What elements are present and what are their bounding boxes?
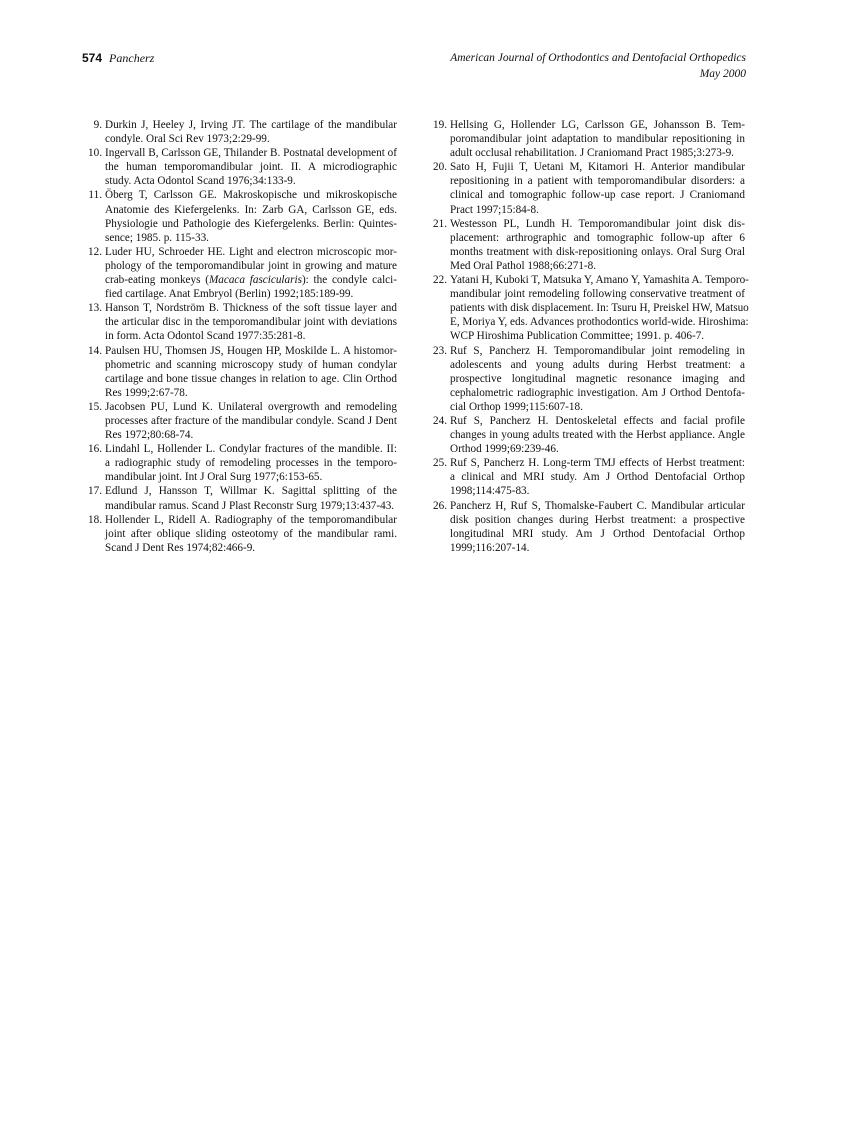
reference-item bbox=[431, 499, 745, 555]
running-header-left bbox=[82, 51, 154, 66]
reference-line: Pancherz H, Ruf S, Thomalske-Faubert C. Mandibular articular bbox=[450, 499, 745, 512]
reference-item bbox=[431, 217, 745, 273]
reference-line: poromandibular joint adaptation to mandibular repositioning in bbox=[450, 133, 745, 146]
reference-line: Res 1972;80:68-74. bbox=[105, 429, 194, 442]
reference-line: clinical and tomographic follow-up case report. J Craniomand bbox=[450, 189, 745, 202]
reference-line: prospective longitudinal magnetic resonance imaging and bbox=[450, 372, 745, 385]
reference-line: Pract 1997;15:84-8. bbox=[450, 203, 539, 216]
reference-number: 10. bbox=[88, 147, 102, 160]
reference-line: Anatomie des Kiefergelenks. In: Zarb GA, Carlsson GE, eds. bbox=[105, 203, 397, 216]
reference-line: Ruf S, Pancherz H. Long-term TMJ effects of Herbst treatment: bbox=[450, 457, 745, 470]
reference-number: 17. bbox=[88, 485, 102, 498]
reference-item bbox=[86, 400, 397, 442]
reference-item bbox=[86, 301, 397, 343]
reference-line: Ruf S, Pancherz H. Temporomandibular joint remodeling in bbox=[450, 344, 745, 357]
reference-line: Sato H, Fujii T, Uetani M, Kitamori H. Anterior mandibular bbox=[450, 161, 745, 174]
reference-line: Yatani H, Kuboki T, Matsuka Y, Amano Y, Yamashita A. Temporo- bbox=[450, 274, 749, 287]
reference-number: 12. bbox=[88, 245, 102, 258]
reference-line: Edlund J, Hansson T, Willmar K. Sagittal splitting of the bbox=[105, 485, 397, 498]
reference-number: 26. bbox=[433, 499, 447, 512]
reference-number: 15. bbox=[88, 400, 102, 413]
reference-item bbox=[86, 118, 397, 146]
reference-line: Ingervall B, Carlsson GE, Thilander B. Postnatal development of bbox=[105, 147, 397, 160]
journal-title: American Journal of Orthodontics and Dentofacial Orthopedics bbox=[450, 52, 746, 64]
reference-number: 23. bbox=[433, 344, 447, 357]
reference-number: 16. bbox=[88, 443, 102, 456]
reference-line: Lindahl L, Hollender L. Condylar fractures of the mandible. II: bbox=[105, 443, 397, 456]
reference-line: changes in young adults treated with the Herbst appliance. Angle bbox=[450, 429, 745, 442]
reference-line: Med Oral Pathol 1988;66:271-8. bbox=[450, 259, 597, 272]
reference-item bbox=[86, 513, 397, 555]
reference-line: cartilage and bone tissue changes in relation to age. Clin Orthod bbox=[105, 372, 397, 385]
reference-line: a radiographic study of remodeling processes in the temporo- bbox=[105, 457, 397, 470]
reference-item bbox=[86, 344, 397, 400]
reference-line: repositioning in a patient with temporomandibular disorders: a bbox=[450, 175, 745, 188]
reference-line: mandibular joint. Int J Oral Surg 1977;6:153-65. bbox=[105, 471, 323, 484]
reference-line: Hellsing G, Hollender LG, Carlsson GE, Johansson B. Tem- bbox=[450, 119, 745, 131]
reference-line: patients with disk displacement. In: Tsuru H, Preiskel HW, Matsuo bbox=[450, 302, 749, 315]
reference-item bbox=[431, 344, 745, 414]
running-author: Pancherz bbox=[109, 51, 155, 65]
reference-line: in form. Acta Odontol Scand 1977:35:281-8. bbox=[105, 330, 306, 343]
reference-number: 11. bbox=[88, 189, 102, 202]
reference-line: disk position changes during Herbst treatment: a prospective bbox=[450, 513, 745, 526]
reference-number: 25. bbox=[433, 457, 447, 470]
references-left-column bbox=[86, 118, 397, 555]
reference-line: adolescents and young adults during Herbst treatment: a bbox=[450, 358, 745, 371]
reference-line: study. Acta Odontol Scand 1976;34:133-9. bbox=[105, 175, 296, 188]
reference-line: WCP Hiroshima Publication Committee; 1991. p. 406-7. bbox=[450, 330, 705, 343]
reference-text: ): the condyle calci- bbox=[301, 274, 397, 287]
reference-line: condyle. Oral Sci Rev 1973;2:29-99. bbox=[105, 133, 270, 146]
reference-item bbox=[431, 456, 745, 498]
species-name-italic: Macaca fascicularis bbox=[208, 274, 302, 287]
reference-item bbox=[431, 273, 749, 343]
reference-line: Jacobsen PU, Lund K. Unilateral overgrowth and remodeling bbox=[105, 400, 397, 413]
reference-line: phology of the temporomandibular joint in growing and mature bbox=[105, 259, 397, 272]
reference-item bbox=[86, 146, 397, 188]
reference-line: E, Moriya Y, eds. Advances prothodontics world-wide. Hiroshima: bbox=[450, 316, 749, 329]
reference-line: Hollender L, Ridell A. Radiography of the temporomandibular bbox=[105, 513, 397, 526]
reference-line: mandibular joint remodeling following conservative treatment of bbox=[450, 288, 745, 301]
reference-line: processes after fracture of the mandibular condyle. Scand J Dent bbox=[105, 414, 397, 427]
reference-number: 21. bbox=[433, 217, 447, 230]
reference-number: 24. bbox=[433, 414, 447, 427]
reference-number: 20. bbox=[433, 161, 447, 174]
reference-line: Luder HU, Schroeder HE. Light and electron microscopic mor- bbox=[105, 245, 397, 258]
reference-item bbox=[86, 245, 397, 301]
reference-line: Paulsen HU, Thomsen JS, Hougen HP, Moskilde L. A histomor- bbox=[105, 344, 397, 357]
reference-line: 1998;114:475-83. bbox=[450, 485, 530, 498]
reference-number: 9. bbox=[93, 119, 102, 131]
reference-line: Öberg T, Carlsson GE. Makroskopische und mikroskopische bbox=[105, 189, 397, 202]
reference-line: mandibular ramus. Scand J Plast Reconstr Surg 1979;13:437-43. bbox=[105, 499, 395, 512]
reference-line: the articular disc in the temporomandibular joint with deviations bbox=[105, 316, 397, 329]
reference-number: 19. bbox=[433, 119, 447, 131]
references-right-column bbox=[431, 118, 749, 555]
reference-line: cephalometric radiographic investigation. Am J Orthod Dentofa- bbox=[450, 386, 745, 399]
reference-line: Scand J Dent Res 1974;82:466-9. bbox=[105, 541, 256, 554]
reference-line: Westesson PL, Lundh H. Temporomandibular joint disk dis- bbox=[450, 217, 745, 230]
reference-line bbox=[105, 273, 397, 287]
reference-line: a clinical and MRI study. Am J Orthod Dentofacial Orthop bbox=[450, 471, 745, 484]
reference-line: longitudinal MRI study. Am J Orthod Dentofacial Orthop bbox=[450, 527, 745, 540]
reference-line: the human temporomandibular joint. II. A microdiographic bbox=[105, 161, 397, 174]
reference-number: 22. bbox=[433, 274, 447, 287]
reference-line: cial Orthop 1999;115:607-18. bbox=[450, 400, 583, 413]
reference-line: months treatment with disk-repositioning onlays. Oral Surg Oral bbox=[450, 245, 745, 258]
reference-item bbox=[431, 118, 745, 160]
reference-number: 13. bbox=[88, 302, 102, 315]
reference-line: fied cartilage. Anat Embryol (Berlin) 1992;185:189-99. bbox=[105, 288, 354, 301]
reference-item bbox=[431, 414, 745, 456]
reference-line: placement: arthrographic and tomographic follow-up after 6 bbox=[450, 231, 745, 244]
running-header-right bbox=[450, 51, 746, 82]
reference-number: 18. bbox=[88, 513, 102, 526]
reference-item bbox=[86, 188, 397, 244]
reference-line: adult occlusal rehabilitation. J Craniomand Pract 1985;3:273-9. bbox=[450, 147, 734, 160]
reference-line: Hanson T, Nordström B. Thickness of the soft tissue layer and bbox=[105, 302, 397, 315]
reference-item bbox=[86, 442, 397, 484]
reference-line: joint after oblique sliding osteotomy of the mandibular rami. bbox=[105, 527, 397, 540]
reference-text: crab-eating monkeys ( bbox=[105, 274, 209, 287]
reference-line: Orthod 1999;69:239-46. bbox=[450, 443, 559, 456]
reference-line: Durkin J, Heeley J, Irving JT. The cartilage of the mandibular bbox=[105, 119, 397, 131]
reference-item bbox=[431, 160, 745, 216]
reference-item bbox=[86, 484, 397, 512]
reference-number: 14. bbox=[88, 344, 102, 357]
reference-line: sence; 1985. p. 115-33. bbox=[105, 231, 209, 244]
reference-line: phometric and scanning microscopy study of human condylar bbox=[105, 358, 397, 371]
issue-date: May 2000 bbox=[699, 67, 746, 80]
page-number: 574 bbox=[82, 51, 103, 65]
reference-line: Ruf S, Pancherz H. Dentoskeletal effects and facial profile bbox=[450, 414, 745, 427]
reference-line: Physiologie und Pathologie des Kiefergelenks. Berlin: Quintes- bbox=[105, 217, 397, 230]
reference-line: Res 1999;2:67-78. bbox=[105, 386, 188, 399]
reference-line: 1999;116:207-14. bbox=[450, 541, 530, 554]
